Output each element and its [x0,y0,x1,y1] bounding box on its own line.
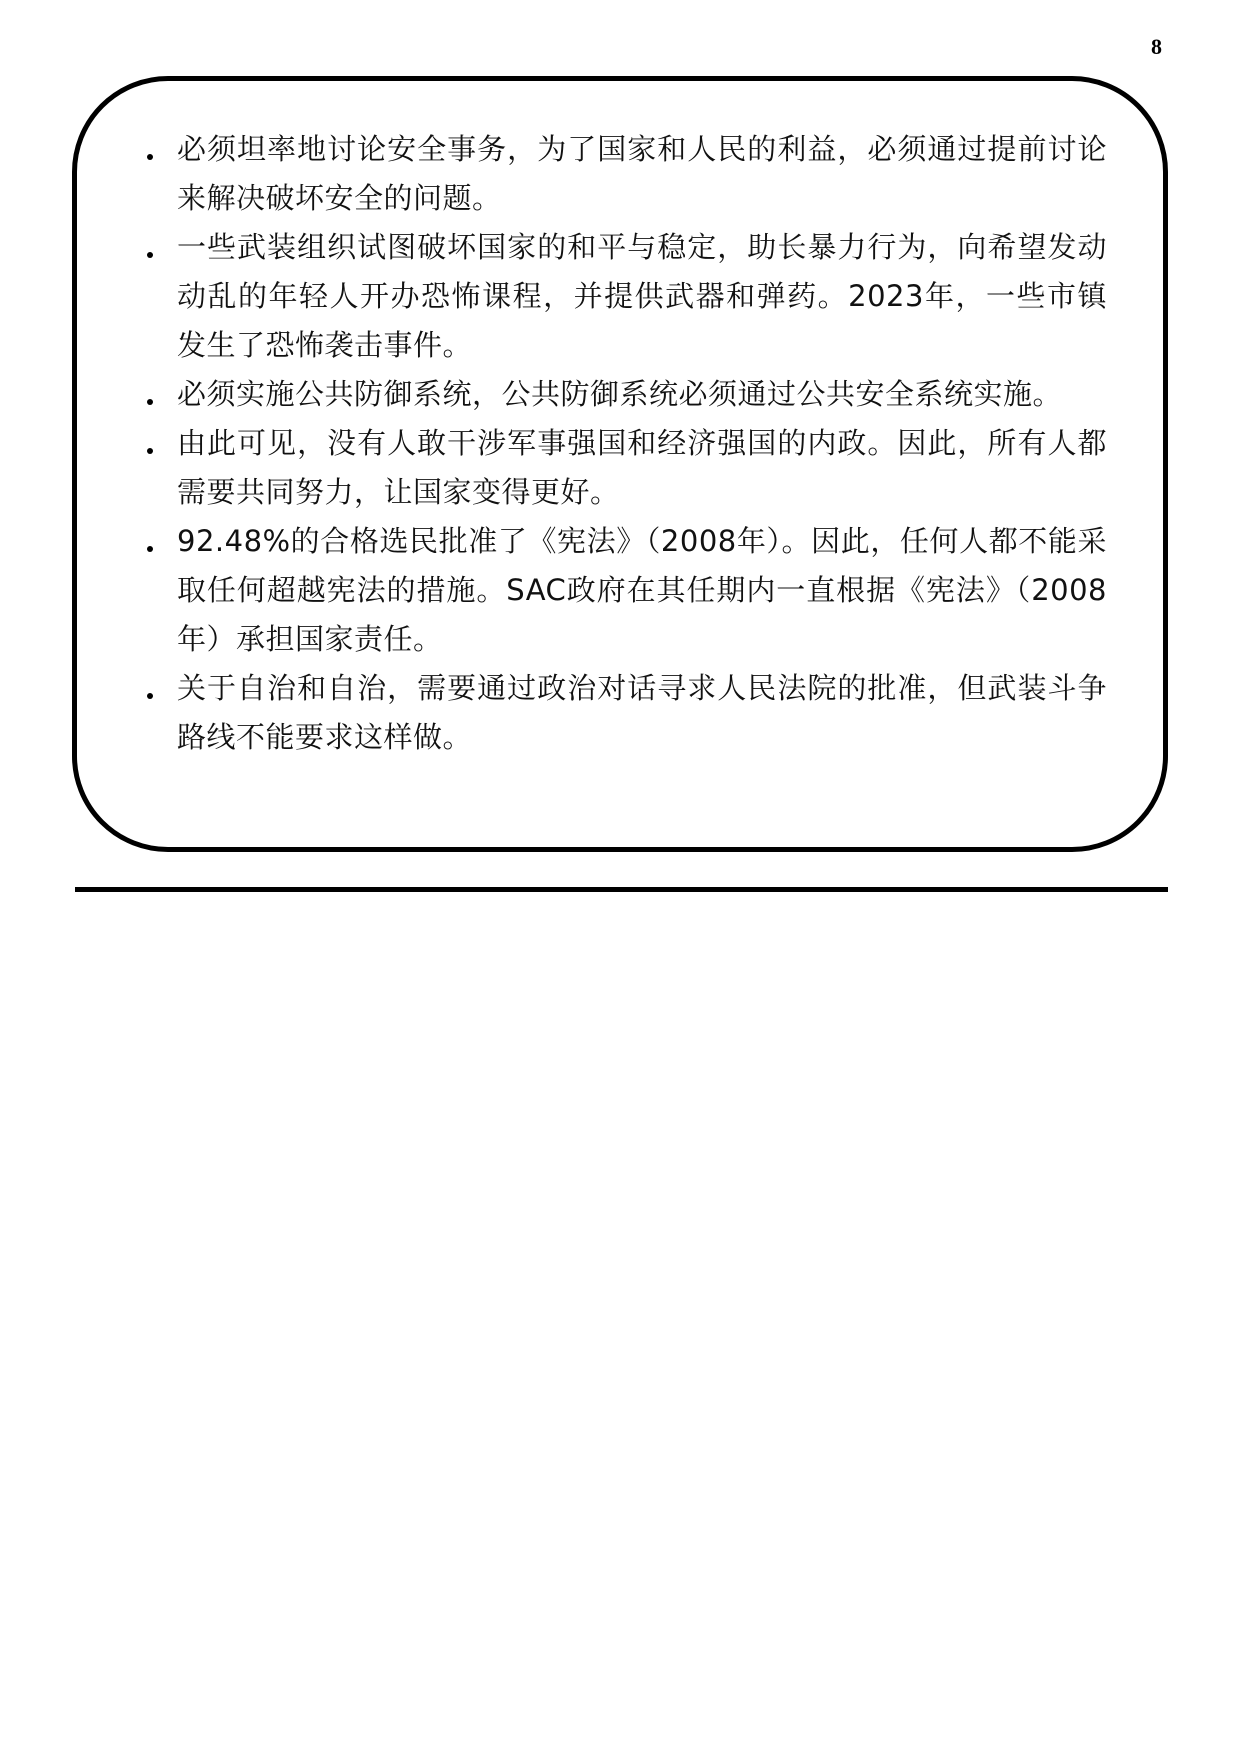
bulleted-content-box [72,76,1168,852]
bullet-text: 由此可见，没有人敢干涉军事强国和经济强国的内政。因此，所有人都需要共同努力，让国家变得更好。 [177,426,1107,509]
bullet-list [137,125,1107,762]
bullet-dot-icon [137,125,177,174]
bullet-text: 必须实施公共防御系统，公共防御系统必须通过公共安全系统实施。 [177,377,1063,411]
bullet-dot-icon [137,517,177,566]
page-number: 8 [1151,34,1162,59]
list-item [137,370,1107,419]
bullet-text: 一些武装组织试图破坏国家的和平与稳定，助长暴力行为，向希望发动动乱的年轻人开办恐怖课程，并提供武器和弹药。2023年，一些市镇发生了恐怖袭击事件。 [177,230,1107,362]
bullet-text: 必须坦率地讨论安全事务，为了国家和人民的利益，必须通过提前讨论来解决破坏安全的问题。 [177,132,1107,215]
list-item [137,223,1107,370]
list-item [137,664,1107,762]
list-item [137,125,1107,223]
list-item [137,419,1107,517]
horizontal-divider [75,887,1168,892]
bullet-text: 关于自治和自治，需要通过政治对话寻求人民法院的批准，但武装斗争路线不能要求这样做。 [177,671,1107,754]
bullet-text: 92.48%的合格选民批准了《宪法》（2008年）。因此，任何人都不能采取任何超越宪法的措施。SAC政府在其任期内一直根据《宪法》（2008年）承担国家责任。 [177,524,1107,656]
bullet-dot-icon [137,370,177,419]
list-item [137,517,1107,664]
bullet-dot-icon [137,664,177,713]
bullet-dot-icon [137,419,177,468]
bullet-dot-icon [137,223,177,272]
